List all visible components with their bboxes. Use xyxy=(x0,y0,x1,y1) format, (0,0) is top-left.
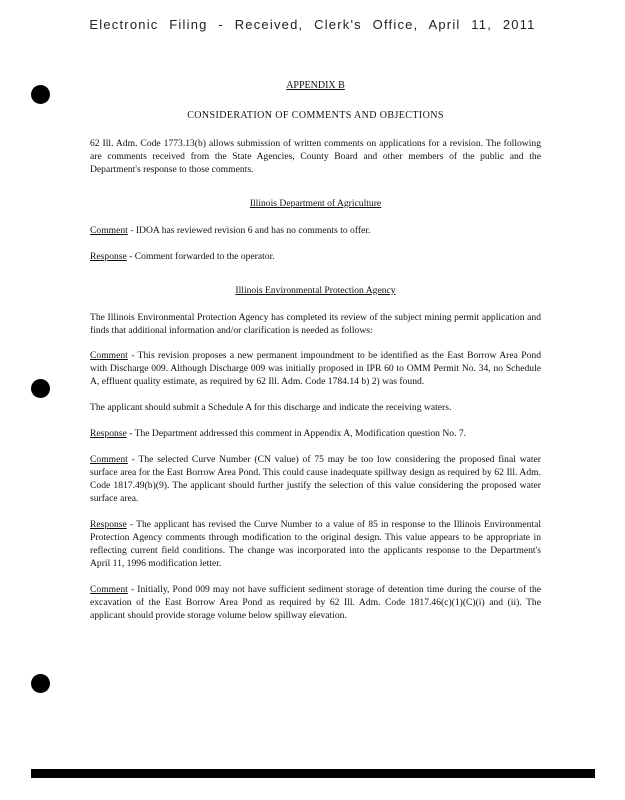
section-epa xyxy=(90,285,541,623)
item-separator: - xyxy=(126,518,137,530)
comment-paragraph xyxy=(90,225,541,238)
item-separator: - xyxy=(126,428,135,440)
item-label: Comment xyxy=(90,350,128,362)
item-label: Response xyxy=(90,518,127,530)
response-paragraph xyxy=(90,519,541,571)
intro-paragraph: 62 Ill. Adm. Code 1773.13(b) allows submission of written comments on applications for a revision. The following are comments received from the State Agencies, County Board and other members of the public and the Department's response to those comments. xyxy=(90,138,541,175)
item-text: The selected Curve Number (CN value) of 75 may be too low considering the proposed final water surface area for the East Borrow Area Pond. This could cause inadequate spillway design as required by 62 Ill. Adm. Code 1817.49(b)(9). The applicant should further justify the selection of this value considering the proposed water surface area. xyxy=(90,454,542,504)
punch-hole-middle xyxy=(31,379,50,398)
document-subtitle: CONSIDERATION OF COMMENTS AND OBJECTIONS xyxy=(187,109,444,121)
item-text: IDOA has reviewed revision 6 and has no comments to offer. xyxy=(135,224,371,236)
item-label: Response xyxy=(90,428,127,440)
item-text: The applicant should submit a Schedule A for this discharge and indicate the receiving waters. xyxy=(90,402,452,414)
item-text: Comment forwarded to the operator. xyxy=(134,250,275,262)
appendix-title: APPENDIX B xyxy=(286,80,345,91)
section-agriculture xyxy=(90,198,541,264)
item-separator: - xyxy=(126,250,135,262)
section-heading: Illinois Department of Agriculture xyxy=(249,197,382,209)
response-paragraph xyxy=(90,428,541,441)
item-separator: - xyxy=(127,224,136,236)
item-label: Comment xyxy=(90,454,128,466)
item-label: Comment xyxy=(90,583,128,595)
item-text: This revision proposes a new permanent impoundment to be identified as the East Borrow Area Pond with Discharge 009. Although Discharge 009 was initially proposed in IPR 60 to OMM Permit No. 34, no Schedule A, effluent quality estimate, as required by 62 Ill. Adm. Code 1784.14 b) 2) was found. xyxy=(90,350,541,388)
item-separator: - xyxy=(127,350,138,362)
section-heading: Illinois Environmental Protection Agency xyxy=(235,284,396,296)
filing-stamp: Electronic Filing - Received, Clerk's Office, April 11, 2011 xyxy=(89,17,536,32)
section-intro: The Illinois Environmental Protection Agency has completed its review of the subject mining permit application and finds that additional information and/or clarification is needed as follows: xyxy=(90,311,541,336)
instruction-paragraph xyxy=(90,402,541,415)
item-text: The applicant has revised the Curve Number to a value of 85 in response to the Illinois Environmental Protection Agency comments through modification to the original design. This value appears to be appropriate in reflecting current field conditions. The change was incorporated into the applicants response to the Department's April 11, 1996 modification letter. xyxy=(90,518,541,569)
comment-paragraph xyxy=(90,584,541,623)
item-text: The Department addressed this comment in Appendix A, Modification question No. 7. xyxy=(134,428,467,440)
punch-hole-bottom xyxy=(31,674,50,693)
item-separator: - xyxy=(127,583,138,595)
item-label: Response xyxy=(90,250,127,262)
comment-paragraph xyxy=(90,454,541,506)
response-paragraph xyxy=(90,251,541,264)
document-page xyxy=(90,79,541,635)
comment-paragraph xyxy=(90,350,541,389)
item-separator: - xyxy=(127,454,139,466)
item-label: Comment xyxy=(90,224,128,236)
scan-bottom-bar xyxy=(31,769,595,778)
item-text: Initially, Pond 009 may not have sufficient sediment storage of detention time during the course of the excavation of the East Borrow Area Pond as required by 62 Ill. Adm. Code 1817.46(c)(1)(C)(i) and (ii). The applicant should provide storage volume below spillway elevation. xyxy=(90,583,541,621)
punch-hole-top xyxy=(31,85,50,104)
